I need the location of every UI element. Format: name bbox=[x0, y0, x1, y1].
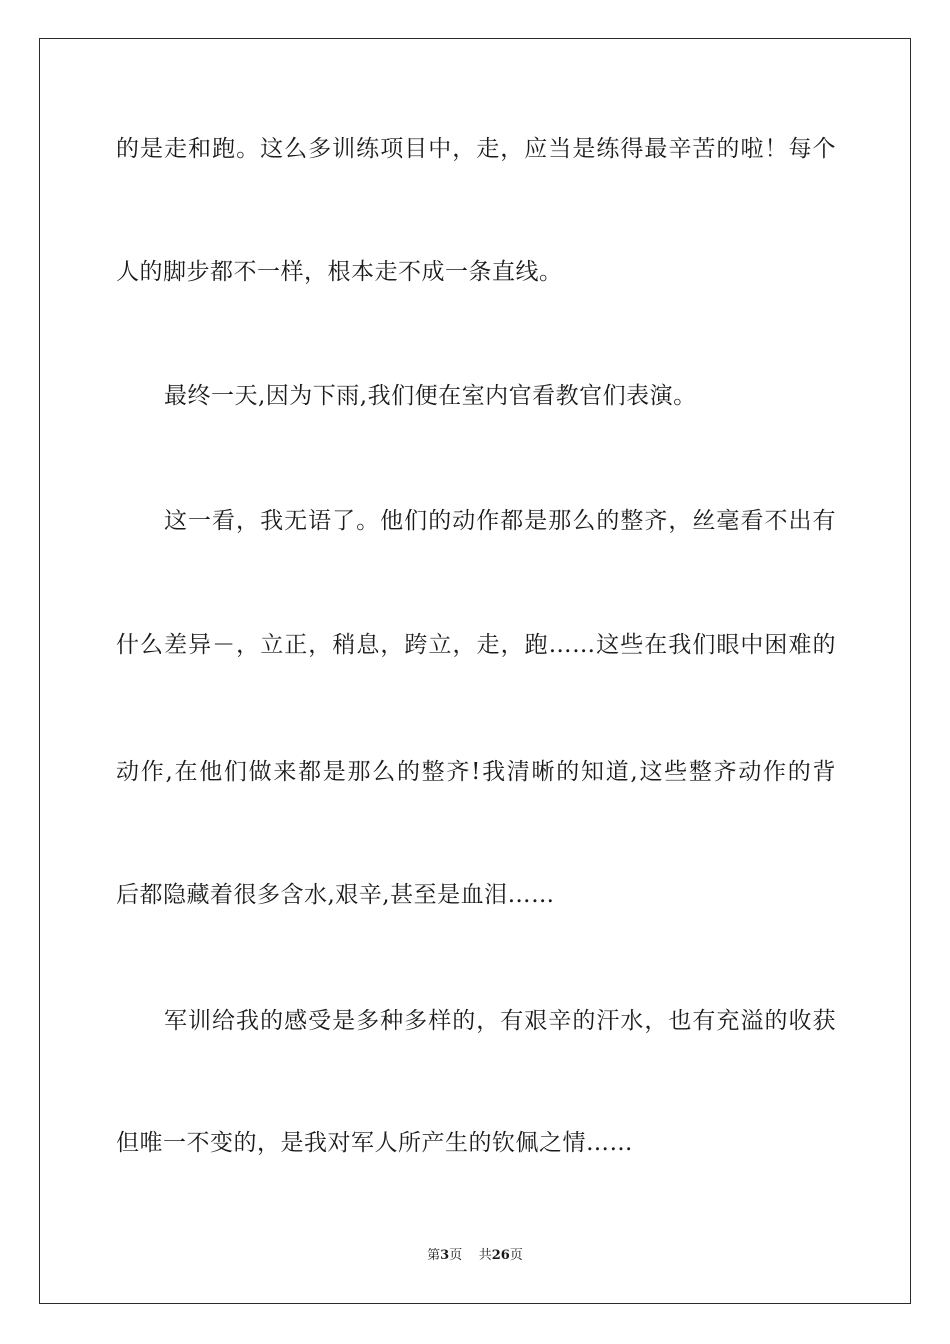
text-line-9: 但唯一不变的，是我对军人所产生的钦佩之情…… bbox=[116, 1130, 633, 1156]
page-number: 3 bbox=[440, 1248, 450, 1263]
text-line-3: 最终一天,因为下雨,我们便在室内官看教官们表演。 bbox=[164, 383, 697, 409]
text-line-5: 什么差异－，立正，稍息，跨立，走，跑……这些在我们眼中困难的 bbox=[116, 632, 836, 658]
page-suffix: 页 bbox=[449, 1248, 463, 1263]
text-line-2: 人的脚步都不一样，根本走不成一条直线。 bbox=[116, 259, 563, 285]
total-pages: 26 bbox=[491, 1248, 510, 1263]
text-line-6: 动作,在他们做来都是那么的整齐!我清晰的知道,这些整齐动作的背 bbox=[116, 759, 836, 785]
page-border bbox=[39, 38, 911, 1304]
page-footer bbox=[0, 1247, 950, 1265]
total-suffix: 页 bbox=[509, 1248, 523, 1263]
text-line-1: 的是走和跑。这么多训练项目中，走，应当是练得最辛苦的啦！每个 bbox=[116, 136, 836, 162]
page-prefix: 第 bbox=[427, 1248, 441, 1263]
text-line-7: 后都隐藏着很多含水,艰辛,甚至是血泪…… bbox=[116, 882, 555, 908]
text-line-4: 这一看，我无语了。他们的动作都是那么的整齐，丝毫看不出有 bbox=[164, 508, 836, 534]
total-prefix: 共 bbox=[478, 1248, 492, 1263]
text-line-8: 军训给我的感受是多种多样的，有艰辛的汗水，也有充溢的收获 bbox=[164, 1008, 836, 1034]
